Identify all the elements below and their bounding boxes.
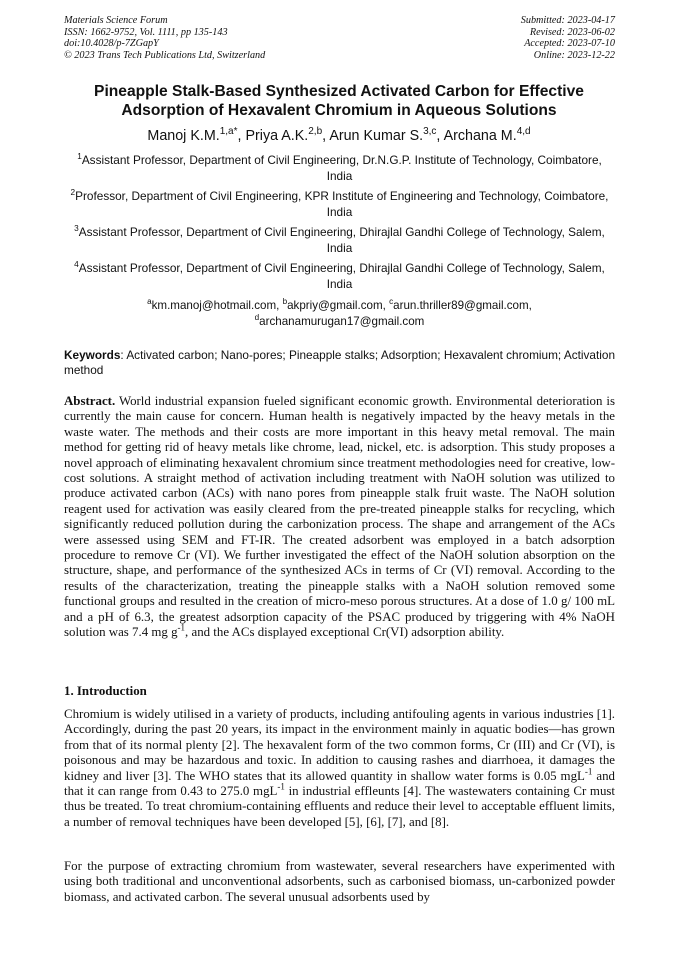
keywords-label: Keywords: [64, 348, 121, 362]
intro-paragraph: For the purpose of extracting chromium from wastewater, several researchers have experimented with using both traditional and unconventional adsorbents, such as carbonised biomass, un-carbonized powder biomass, and activated carbon. The several unusual adsorbents used by: [64, 859, 615, 904]
keywords-text: : Activated carbon; Nano-pores; Pineapple stalks; Adsorption; Hexavalent chromium; Activation method: [64, 348, 615, 377]
affiliation: $^4$Assistant Professor, Department of Civil Engineering, Dhirajlal Gandhi College of Technology, Salem, India: [74, 260, 605, 291]
author-emails: $^a$km.manoj@hotmail.com, $^b$akpriy@gmail.com, $^c$arun.thriller89@gmail.com, $^d$archanamurugan17@gmail.com: [147, 297, 532, 328]
affiliation: $^2$Professor, Department of Civil Engineering, KPR Institute of Engineering and Technology, Coimbatore, India: [70, 188, 609, 219]
doi-line: doi:10.4028/p-7ZGapY: [64, 38, 159, 50]
issn-line: ISSN: 1662-9752, Vol. 1111, pp 135-143: [64, 26, 228, 38]
email[interactable]: $^b$akpriy@gmail.com: [282, 297, 383, 312]
keywords: [64, 348, 615, 378]
copyright-line: © 2023 Trans Tech Publications Ltd, Switzerland: [64, 49, 266, 61]
email[interactable]: $^a$km.manoj@hotmail.com: [147, 297, 277, 312]
accepted-date: Accepted: 2023-07-10: [524, 38, 615, 50]
affiliation: $^3$Assistant Professor, Department of Civil Engineering, Dhirajlal Gandhi College of Technology, Salem, India: [74, 224, 605, 255]
publication-dates: [521, 15, 615, 61]
email[interactable]: $^d$archanamurugan17@gmail.com: [254, 312, 425, 328]
email[interactable]: $^c$arun.thriller89@gmail.com: [389, 297, 529, 312]
abstract-label: Abstract.: [64, 394, 116, 408]
affiliation: $^1$Assistant Professor, Department of Civil Engineering, Dr.N.G.P. Institute of Technology, Coimbatore, India: [77, 152, 602, 183]
author-list: Manoj K.M.$^{1,a*}$, Priya A.K.$^{2,b}$, Arun Kumar S.$^{3,c}$, Archana M.$^{4,d}$: [147, 126, 531, 144]
journal-name: Materials Science Forum: [64, 15, 168, 26]
author: Arun Kumar S.$^{3,c}$: [329, 126, 437, 144]
revised-date: Revised: 2023-06-02: [529, 26, 615, 38]
intro-paragraph: Chromium is widely utilised in a variety of products, including antifouling agents in various industries [1]. Accordingly, during the past 20 years, its impact in the environment mainly in aquatic bodies—has grown from that of its normal plenty [2]. The hexavalent form of the two common forms, Cr (III) and Cr (VI), is poisonous and may be hazardous and toxic. In addition to causing rashes and diarrhoea, it damages the kidney and liver [3]. The WHO states that its allowed quantity in shallow water forms is 0.05 mgL$^{-1}$ and that it can range from 0.43 to 275.0 mgL$^{-1}$ in industrial effleunts [4]. The wastewaters containing Cr must thus be treated. To treat chromium-containing effluents and reduce their level to acceptable effluent limits, a number of removal techniques have been developed [5], [6], [7], and [8].: [64, 707, 616, 829]
author: Archana M.$^{4,d}$: [443, 126, 531, 144]
section-heading-introduction: 1. Introduction: [64, 684, 147, 698]
paper-title: Pineapple Stalk-Based Synthesized Activated Carbon for Effective Adsorption of Hexavalent Chromium in Aqueous Solutions: [94, 83, 584, 119]
journal-info: [64, 15, 265, 61]
online-date: Online: 2023-12-22: [533, 49, 615, 61]
abstract: Abstract. World industrial expansion fueled significant economic growth. Environmental deterioration is currently the main cause for concern. Human health is negatively impacted by the heavy metals in the waste water. The methods and their costs are more important in this heavy metal removal. The main method for getting rid of heavy metals like chrome, lead, nickel, etc. is adsorption. This study proposes a novel approach of eliminating hexavalent chromium since treatment methodologies need for creative, low-cost solutions. A straight method of activation including treatment with NaOH solution was utilized to produce activated carbon (ACs) with nano pores from pineapple stalk fruit waste. The NaOH solution reagent used for activation was easily cleared from the pre-treated pineapple stalks for recycling, which significantly reduced pollution during the carbonization process. The shape and arrangement of the ACs were assessed using SEM and FT-IR. The created adsorbent was employed in a batch adsorption procedure to remove Cr (VI). We further investigated the effect of the NaOH solution absorption on the structure, shape, and performance of the synthesized ACs in terms of Cr (VI) removal. According to the results of the characterization, treating the pineapple stalks with a NaOH solution removed some functional groups and resulted in the creation of micro-meso porous structures. At a dose of 1.0 g/ 100 mL and a pH of 6.3, the greatest adsorption capacity of the PSAC produced by triggering with 4% NaOH solution was 7.4 mg $g^{-1}$, and the ACs displayed exceptional Cr(VI) adsorption ability.: [64, 394, 615, 640]
author: Priya A.K.$^{2,b}$: [245, 126, 323, 144]
author: Manoj K.M.$^{1,a*}$: [147, 126, 238, 144]
submitted-date: Submitted: 2023-04-17: [520, 15, 615, 26]
